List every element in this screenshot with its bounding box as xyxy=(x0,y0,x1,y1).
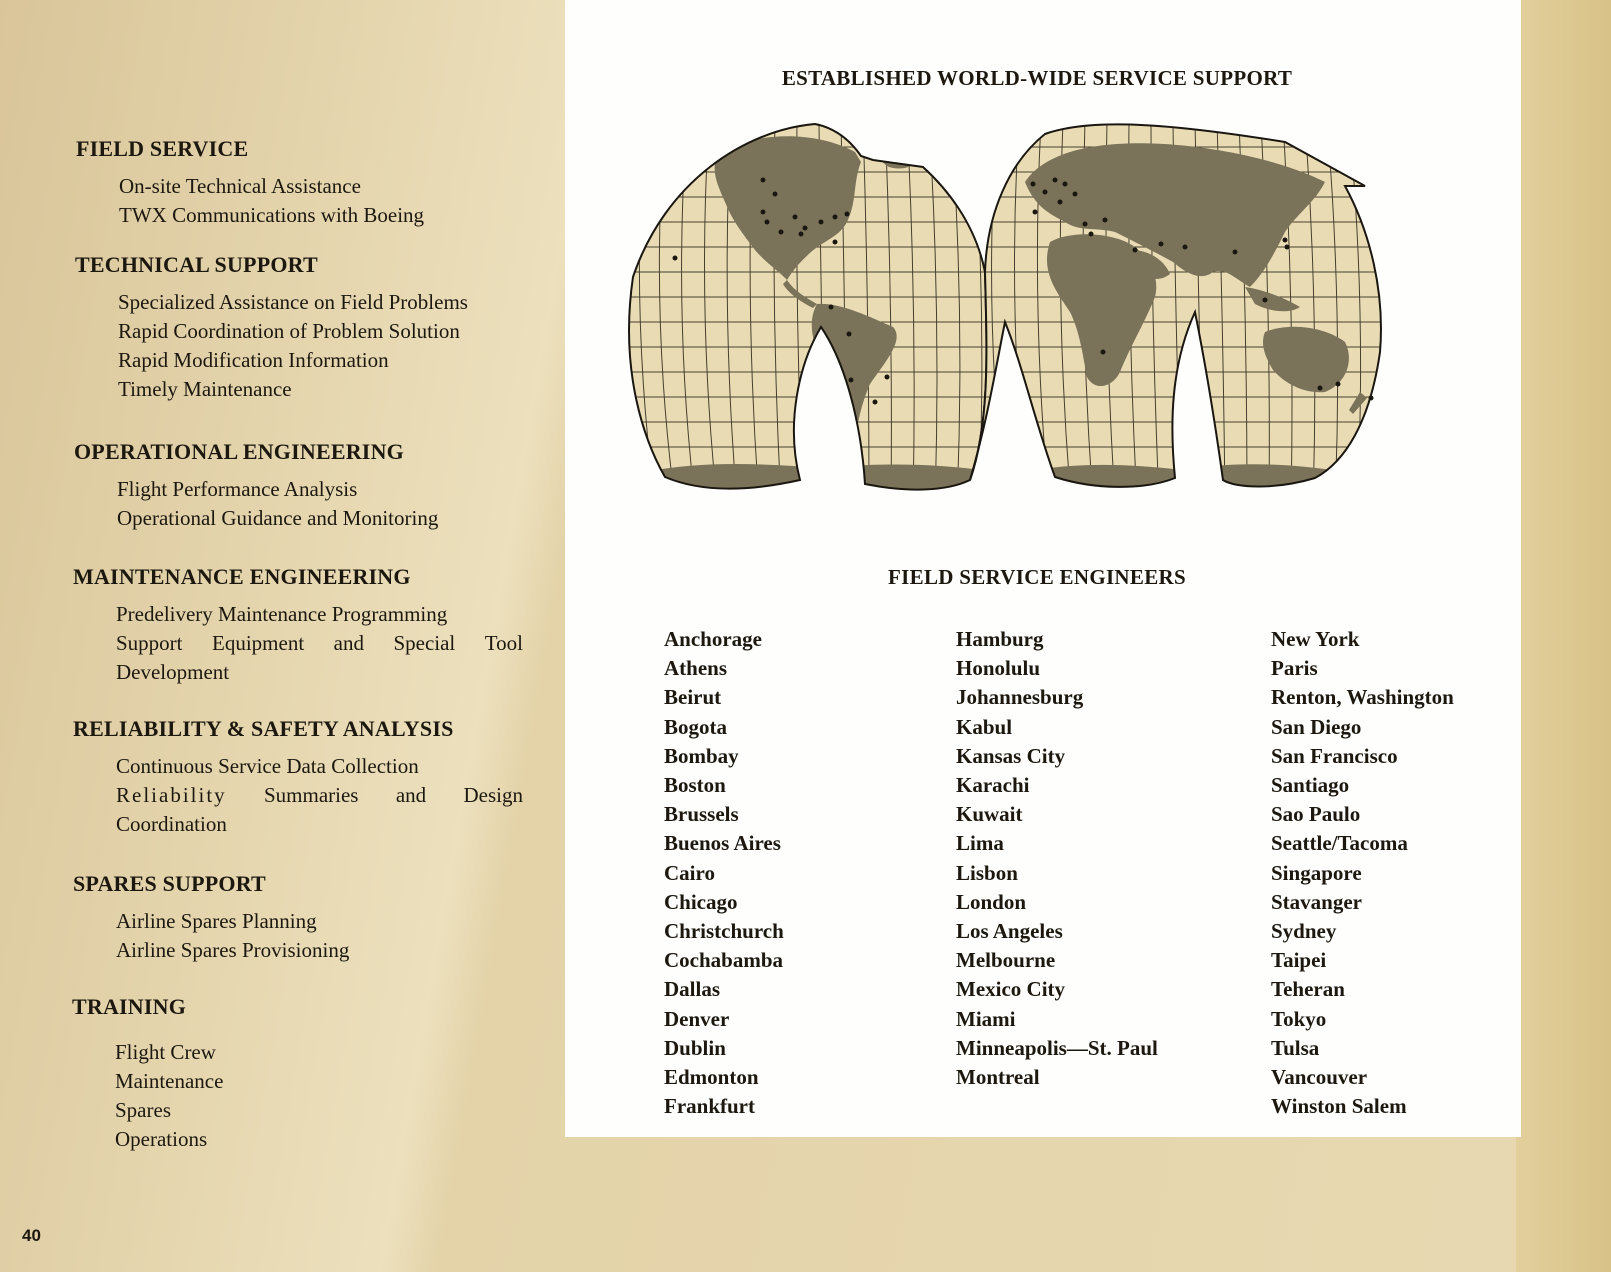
old-world-lobe xyxy=(965,122,1385,502)
city-name: Tokyo xyxy=(1271,1006,1327,1031)
city-name: Kabul xyxy=(956,714,1013,739)
service-item: Coordination xyxy=(116,812,227,836)
world-map xyxy=(625,122,1385,502)
service-item-justified xyxy=(116,629,523,658)
city-name: Vancouver xyxy=(1271,1065,1368,1090)
city-name: Seattle/Tacoma xyxy=(1271,831,1408,856)
service-item: Predelivery Maintenance Programming xyxy=(116,602,448,626)
city-name: Buenos Aires xyxy=(664,831,781,856)
section-heading: TECHNICAL SUPPORT xyxy=(75,252,318,277)
service-item: Continuous Service Data Collection xyxy=(116,754,419,778)
section-operational-engineering xyxy=(74,439,438,533)
service-item: Spares xyxy=(115,1098,171,1122)
section-reliability-safety xyxy=(73,716,523,839)
city-name: Johannesburg xyxy=(956,685,1084,710)
service-item: Maintenance xyxy=(115,1069,224,1093)
section-heading: RELIABILITY & SAFETY ANALYSIS xyxy=(73,716,454,741)
city-name: Athens xyxy=(664,656,728,681)
word: and xyxy=(333,631,364,655)
map-title: ESTABLISHED WORLD-WIDE SERVICE SUPPORT xyxy=(781,66,1293,90)
service-item-justified xyxy=(116,781,523,810)
city-name: Santiago xyxy=(1271,773,1350,798)
section-heading: TRAINING xyxy=(72,994,187,1019)
service-item: Rapid Coordination of Problem Solution xyxy=(118,319,460,343)
service-item: Specialized Assistance on Field Problems xyxy=(118,290,468,314)
city-name: Bombay xyxy=(664,743,739,768)
section-training xyxy=(72,994,223,1154)
word: Special xyxy=(393,631,456,655)
section-maintenance-engineering xyxy=(73,564,523,687)
section-spares-support xyxy=(73,871,349,965)
city-name: Chicago xyxy=(664,889,738,914)
city-name: Stavanger xyxy=(1271,889,1362,914)
city-name: Edmonton xyxy=(664,1065,759,1090)
interrupted-world-map-svg xyxy=(625,122,1385,502)
city-name: Tulsa xyxy=(1271,1035,1320,1060)
city-name: Cochabamba xyxy=(664,948,784,973)
city-name: Boston xyxy=(664,773,726,798)
city-name: Beirut xyxy=(664,685,722,710)
city-name: San Francisco xyxy=(1271,743,1398,768)
section-heading: SPARES SUPPORT xyxy=(73,871,266,896)
city-name: Frankfurt xyxy=(664,1094,755,1119)
word: and xyxy=(395,783,427,807)
city-name: Hamburg xyxy=(956,627,1044,651)
city-name: Taipei xyxy=(1271,948,1327,973)
city-name: Cairo xyxy=(664,860,715,885)
service-item: Rapid Modification Information xyxy=(118,348,389,372)
city-name: Melbourne xyxy=(956,948,1056,973)
field-service-engineers-title: FIELD SERVICE ENGINEERS xyxy=(888,565,1186,589)
city-name: Honolulu xyxy=(956,656,1041,681)
city-name: London xyxy=(956,889,1027,914)
services-column xyxy=(0,0,560,1272)
service-item: Flight Performance Analysis xyxy=(117,477,358,501)
city-name: Singapore xyxy=(1271,860,1362,885)
word: Support xyxy=(116,631,183,655)
service-support-panel xyxy=(565,0,1521,1137)
city-name: Lima xyxy=(956,831,1004,856)
city-name: Miami xyxy=(956,1006,1016,1031)
word: Summaries xyxy=(263,783,359,807)
service-item: Flight Crew xyxy=(115,1040,216,1064)
city-name: Winston Salem xyxy=(1271,1094,1407,1119)
service-item: Operational Guidance and Monitoring xyxy=(117,506,439,530)
section-heading: OPERATIONAL ENGINEERING xyxy=(74,439,404,464)
city-name: Christchurch xyxy=(664,919,784,944)
americas-lobe xyxy=(625,122,995,502)
city-name: Kuwait xyxy=(956,802,1023,827)
city-name: Anchorage xyxy=(664,627,762,651)
service-item: TWX Communications with Boeing xyxy=(119,203,425,227)
city-column-3 xyxy=(1271,625,1454,1121)
city-name: Bogota xyxy=(664,714,727,739)
city-name: Sydney xyxy=(1271,919,1337,944)
section-heading: FIELD SERVICE xyxy=(76,136,249,161)
service-item: Airline Spares Planning xyxy=(116,909,317,933)
word: Tool xyxy=(484,631,523,655)
service-item: Development xyxy=(116,660,230,684)
city-name: Brussels xyxy=(664,802,739,827)
city-name: New York xyxy=(1271,627,1360,651)
city-name: Los Angeles xyxy=(956,919,1063,944)
city-name: Denver xyxy=(664,1006,730,1031)
service-item: Operations xyxy=(115,1127,208,1151)
service-item: Airline Spares Provisioning xyxy=(116,938,350,962)
city-name: San Diego xyxy=(1271,714,1362,739)
city-name: Karachi xyxy=(956,773,1030,798)
city-name: Dallas xyxy=(664,977,721,1002)
city-name: Minneapolis—St. Paul xyxy=(956,1035,1158,1060)
city-name: Paris xyxy=(1271,656,1318,681)
city-name: Mexico City xyxy=(956,977,1066,1002)
section-heading: MAINTENANCE ENGINEERING xyxy=(73,564,411,589)
city-name: Dublin xyxy=(664,1035,726,1060)
city-name: Kansas City xyxy=(956,743,1066,768)
city-name: Sao Paulo xyxy=(1271,802,1361,827)
city-column-1 xyxy=(664,625,784,1121)
city-name: Montreal xyxy=(956,1065,1040,1090)
page-gutter xyxy=(1516,0,1611,1272)
section-technical-support xyxy=(75,252,468,404)
word: Design xyxy=(463,783,523,807)
city-name: Lisbon xyxy=(956,860,1018,885)
word: Reliability xyxy=(116,783,227,807)
service-item: On-site Technical Assistance xyxy=(119,174,361,198)
city-name: Teheran xyxy=(1271,977,1345,1002)
word: Equipment xyxy=(212,631,305,655)
city-name: Renton, Washington xyxy=(1271,685,1454,710)
section-field-service xyxy=(76,136,424,230)
city-column-2 xyxy=(956,625,1158,1092)
page-number: 40 xyxy=(22,1226,41,1245)
service-item: Timely Maintenance xyxy=(118,377,292,401)
